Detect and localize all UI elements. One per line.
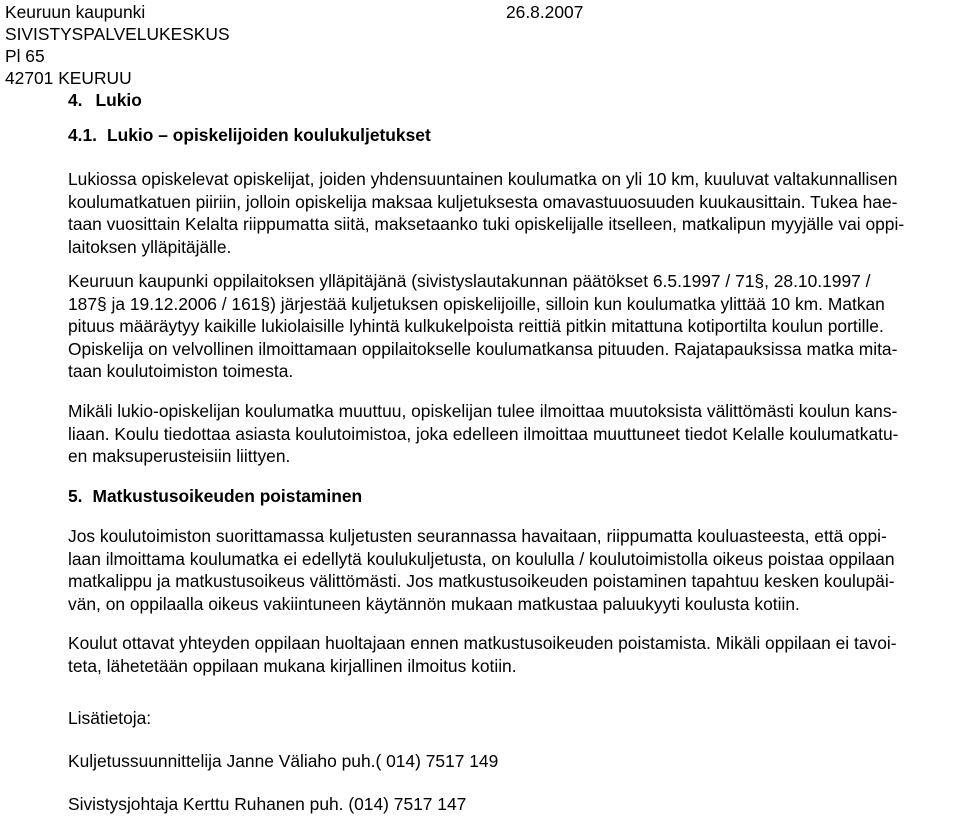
paragraph-line: Mikäli lukio-opiskelijan koulumatka muuttuu, opiskelijan tulee ilmoittaa muutoksista välittömästi koulun kans- bbox=[68, 401, 898, 421]
paragraph-line: 187§ ja 19.12.2006 / 161§) järjestää kuljetuksen opiskelijoille, silloin kun koulumatka ylittää 10 km. Matkan bbox=[68, 293, 885, 314]
document-date: 26.8.2007 bbox=[506, 2, 584, 22]
section-4-1-heading bbox=[68, 125, 431, 145]
section-5-heading bbox=[68, 486, 362, 506]
paragraph-line: koulumatkatuen piiriin, jolloin opiskelija maksaa kuljetuksesta omavastuuosuuden kuukausittain. Tukea hae- bbox=[68, 191, 898, 212]
paragraph-5 bbox=[68, 632, 897, 677]
paragraph-line: teta, lähetetään oppilaan mukana kirjallinen ilmoitus kotiin. bbox=[68, 655, 517, 676]
paragraph-line: liaan. Koulu tiedottaa asiasta koulutoimistoa, joka edelleen ilmoittaa muuttuneet tiedot Kelalle koulumatkatu- bbox=[68, 423, 899, 444]
section-5-title: Matkustusoikeuden poistaminen bbox=[92, 486, 363, 506]
section-4-number: 4. bbox=[68, 90, 83, 110]
paragraph-line: Koulut ottavat yhteyden oppilaan huoltajaan ennen matkustusoikeuden poistamista. Mikäli oppilaan ei tavoi- bbox=[68, 633, 897, 653]
section-4-heading bbox=[68, 90, 142, 110]
paragraph-4 bbox=[68, 525, 895, 615]
paragraph-line: taan vuosittain Kelalta riippumatta siitä, maksetaanko tuki opiskelijalle itselleen, matkalipun myyjälle vai oppi- bbox=[68, 214, 905, 235]
postal-address: 42701 KEURUU bbox=[5, 68, 132, 88]
paragraph-line: laitoksen ylläpitäjälle. bbox=[68, 236, 232, 257]
contact-transport-planner: Kuljetussuunnittelija Janne Väliaho puh.( 014) 7517 149 bbox=[68, 751, 499, 771]
paragraph-line: matkalippu ja matkustusoikeus välittömästi. Jos matkustusoikeuden poistaminen tapahtuu kesken koulupäi- bbox=[68, 571, 895, 592]
paragraph-2 bbox=[68, 270, 897, 383]
paragraph-line: vän, on oppilaalla oikeus vakiintuneen käytännön mukaan matkustaa paluukyyti koulusta kotiin. bbox=[68, 593, 800, 614]
section-4-1-title: Lukio – opiskelijoiden koulukuljetukset bbox=[107, 125, 431, 145]
paragraph-line: Keuruun kaupunki oppilaitoksen ylläpitäjänä (sivistyslautakunnan päätökset 6.5.1997 / 71§, 28.10.1997 / bbox=[68, 271, 871, 291]
org-name: Keuruun kaupunki bbox=[5, 2, 146, 22]
paragraph-line: Jos koulutoimiston suorittamassa kuljetusten seurannassa havaitaan, riippumatta kouluasteesta, että oppi- bbox=[68, 526, 887, 546]
section-5-number: 5. bbox=[68, 486, 83, 506]
section-4-1-number: 4.1. bbox=[68, 125, 98, 145]
paragraph-line: en maksuperusteisiin liittyen. bbox=[68, 446, 291, 467]
section-4-title: Lukio bbox=[95, 90, 142, 110]
paragraph-line: laan ilmoittama koulumatka ei edellytä koulukuljetusta, on koululla / koulutoimistolla oikeus poistaa oppilaan bbox=[68, 548, 895, 569]
department-name: SIVISTYSPALVELUKESKUS bbox=[5, 24, 230, 44]
paragraph-3 bbox=[68, 400, 898, 468]
contact-education-director: Sivistysjohtaja Kerttu Ruhanen puh. (014) 7517 147 bbox=[68, 794, 467, 814]
paragraph-line: taan koulutoimiston toimesta. bbox=[68, 361, 294, 382]
po-box: Pl 65 bbox=[5, 46, 45, 66]
paragraph-1 bbox=[68, 168, 904, 258]
paragraph-line: Opiskelija on velvollinen ilmoittamaan oppilaitokselle koulumatkansa pituuden. Rajatapauksissa matka mita- bbox=[68, 338, 898, 359]
paragraph-line: pituus määräytyy kaikille lukiolaisille lyhintä kulkukelpoista reittiä pitkin mitattuna kotiportilta koulun portille. bbox=[68, 316, 884, 337]
paragraph-line: Lukiossa opiskelevat opiskelijat, joiden yhdensuuntainen koulumatka on yli 10 km, kuuluvat valtakunnallisen bbox=[68, 169, 898, 189]
contacts-label: Lisätietoja: bbox=[68, 708, 152, 728]
